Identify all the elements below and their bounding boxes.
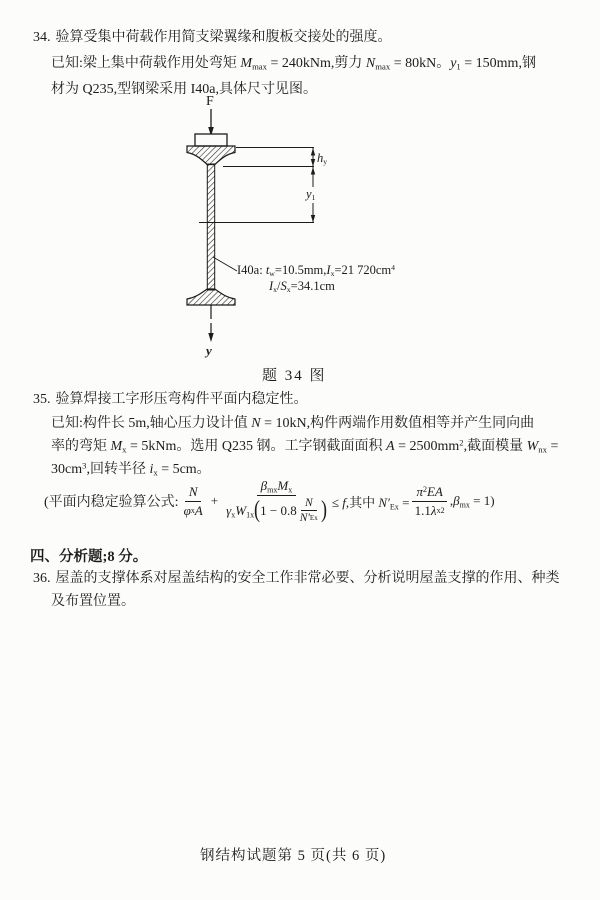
q34-number: 34. xyxy=(33,30,51,45)
bearing-plate xyxy=(195,134,227,146)
q36-number: 36. xyxy=(33,571,51,586)
q35-title: 验算焊接工字形压弯构件平面内稳定性。 xyxy=(55,392,308,407)
nested-fraction: N N′ Ex xyxy=(299,497,318,524)
q35-line3: 率的弯矩 $M_x = 5kNm$。选用 Q235 钢。工字钢截面面积 $A = 2500mm^2$,截面模量 $W_{nx}$ = xyxy=(51,437,559,455)
q35-line2: 已知:构件长 5m,轴心压力设计值 N = 10kN,构件两端作用数值相等并产生同向曲 xyxy=(51,416,535,431)
section-4-heading: 四、分析题;8 分。 xyxy=(30,549,148,565)
y1-dimension-label: $y_1$ xyxy=(306,187,316,203)
fraction-2-denominator: $\gamma_xW_{1x}$ ( 1 − 0.8 N N′ Ex ) xyxy=(226,497,327,524)
q34-line1 xyxy=(33,29,392,47)
q35-number: 35. xyxy=(33,392,51,407)
q36-line2: 及布置位置。 xyxy=(51,594,135,609)
plus-sign: + xyxy=(210,493,219,508)
y-axis-label: y xyxy=(206,343,212,358)
right-paren: ) xyxy=(320,497,327,523)
y-axis-arrow xyxy=(208,306,213,343)
bottom-flange xyxy=(187,289,235,305)
formula-tail: $,\beta_{mx} = 1$) xyxy=(449,493,495,510)
q36-text-1: 屋盖的支撑体系对屋盖结构的安全工作非常必要、分析说明屋盖支撑的作用、种类 xyxy=(55,571,560,586)
page-footer: 钢结构试题第 5 页(共 6 页) xyxy=(200,848,387,864)
top-flange xyxy=(187,146,235,165)
q35-line1 xyxy=(33,391,308,409)
formula-fraction-2: $\beta_{mx}M_x$ $\gamma_xW_{1x}$ ( 1 − 0.8 N N′ Ex ) xyxy=(226,478,327,524)
left-paren: ( xyxy=(254,497,261,523)
formula-fraction-1: N φ x A xyxy=(183,483,203,518)
formula-mid: ≤ f,其中 $N'_{Ex}$ = xyxy=(331,494,410,511)
q34-title: 验算受集中荷载作用简支梁翼缘和腹板交接处的强度。 xyxy=(55,30,392,45)
den-mid: 1 − 0.8 xyxy=(260,502,297,518)
q36-line1 xyxy=(33,570,560,588)
ibeam-section-figure xyxy=(150,93,470,363)
section-properties-note-2: $I_x/S_x=34.1cm$ xyxy=(269,279,335,295)
section-properties-note-1: I40a: $t_w=10.5mm,I_x=21$ $720cm^4$ xyxy=(237,263,396,279)
force-label: F xyxy=(206,94,214,109)
formula-fraction-3: $\pi^2EA$ 1.1 λ x 2 xyxy=(412,484,446,519)
note-leader-line xyxy=(213,257,237,271)
q35-line4: $30cm^3$,回转半径 $i_x = 5cm$。 xyxy=(51,460,211,478)
hy-dimension-label: $h_y$ xyxy=(317,151,328,167)
figure-caption: 题 34 图 xyxy=(262,368,327,384)
stability-formula xyxy=(44,478,495,524)
q34-line3: 材为 Q235,型钢梁采用 I40a,具体尺寸见图。 xyxy=(51,82,317,97)
formula-intro: (平面内稳定验算公式: xyxy=(44,495,179,510)
q34-line2: 已知:梁上集中荷载作用处弯矩 $M_{max} = 240kNm$,剪力 $N_{max} = 80kN$。$y_1 = 150mm$,钢 xyxy=(51,56,536,72)
web xyxy=(207,164,214,290)
